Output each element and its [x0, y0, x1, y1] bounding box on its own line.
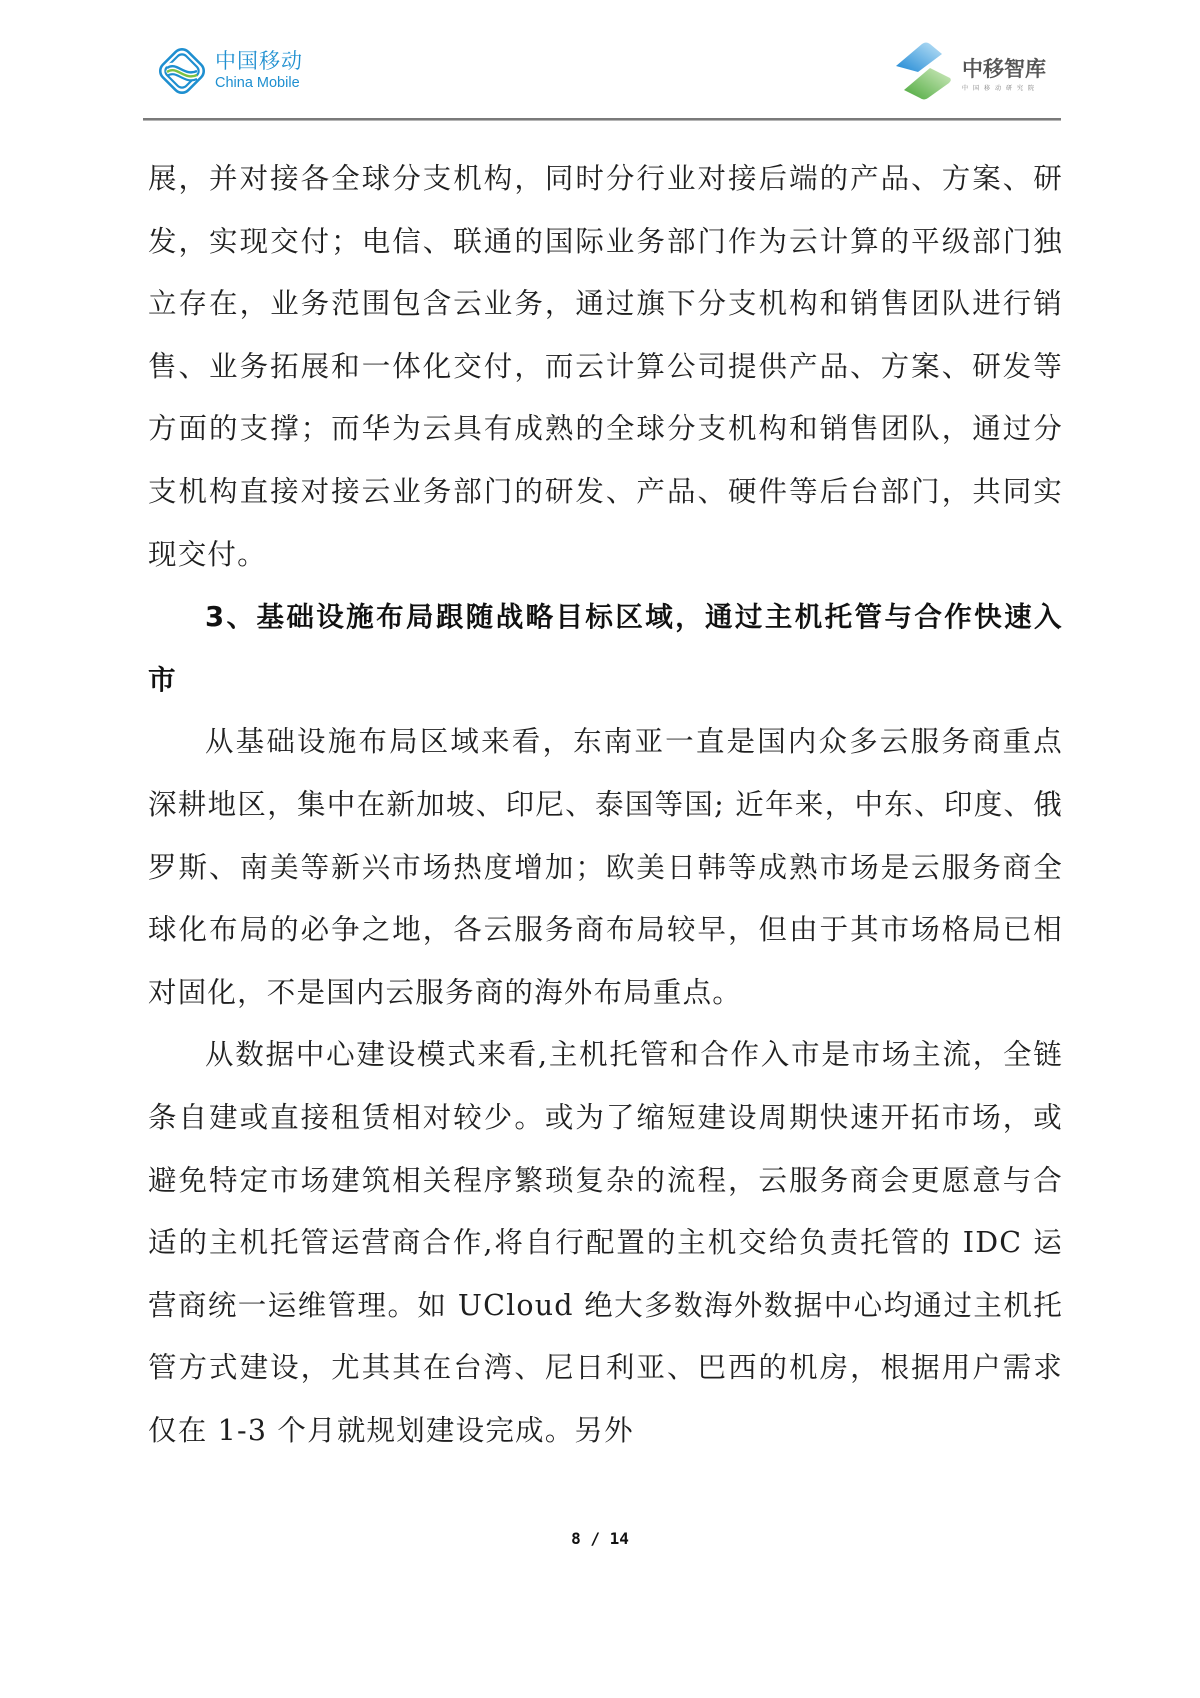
zhongyi-zhiku-logo — [892, 38, 1046, 104]
zhongyi-zhiku-logo-icon — [892, 38, 956, 104]
document-body — [148, 148, 1063, 1462]
china-mobile-logo-icon — [157, 46, 207, 96]
paragraph-infrastructure-regions: 从基础设施布局区域来看，东南亚一直是国内众多云服务商重点深耕地区，集中在新加坡、印尼、泰国等国; 近年来，中东、印度、俄罗斯、南美等新兴市场热度增加；欧美日韩等成熟市场是云服务商全球化布局的必争之地，各云服务商布局较早，但由于其市场格局已相对固化，不是国内云服务商的海外布局重点。 — [148, 725, 1063, 1009]
china-mobile-name-en: China Mobile — [215, 75, 300, 92]
header-divider — [143, 118, 1061, 121]
paragraph-datacenter-model: 从数据中心建设模式来看,主机托管和合作入市是市场主流，全链条自建或直接租赁相对较少。或为了缩短建设周期快速开拓市场，或避免特定市场建筑相关程序繁琐复杂的流程，云服务商会更愿意与合适的主机托管运营商合作,将自行配置的主机交给负责托管的 IDC 运营商统一运维管理。如 UCloud 绝大多数海外数据中心均通过主机托管方式建设，尤其其在台湾、尼日利亚、巴西的机房，根据用户需求仅在 1-3 个月就规划建设完成。另外 — [148, 1038, 1063, 1447]
china-mobile-logo — [157, 46, 303, 96]
page-number: 8 / 14 — [571, 1529, 629, 1548]
section-heading: 3、基础设施布局跟随战略目标区域，通过主机托管与合作快速入市 — [148, 601, 1063, 696]
page-header — [0, 0, 1200, 125]
paragraph-continuation: 展，并对接各全球分支机构，同时分行业对接后端的产品、方案、研发，实现交付；电信、联通的国际业务部门作为云计算的平级部门独立存在，业务范围包含云业务，通过旗下分支机构和销售团队进行销售、业务拓展和一体化交付，而云计算公司提供产品、方案、研发等方面的支撑；而华为云具有成熟的全球分支机构和销售团队，通过分支机构直接对接云业务部门的研发、产品、硬件等后台部门，共同实现交付。 — [148, 162, 1063, 571]
zhongyi-zhiku-name: 中移智库 — [962, 56, 1046, 81]
zhongyi-zhiku-subtitle: 中国移动研究院 — [962, 84, 1040, 92]
china-mobile-name-cn: 中国移动 — [215, 49, 303, 74]
